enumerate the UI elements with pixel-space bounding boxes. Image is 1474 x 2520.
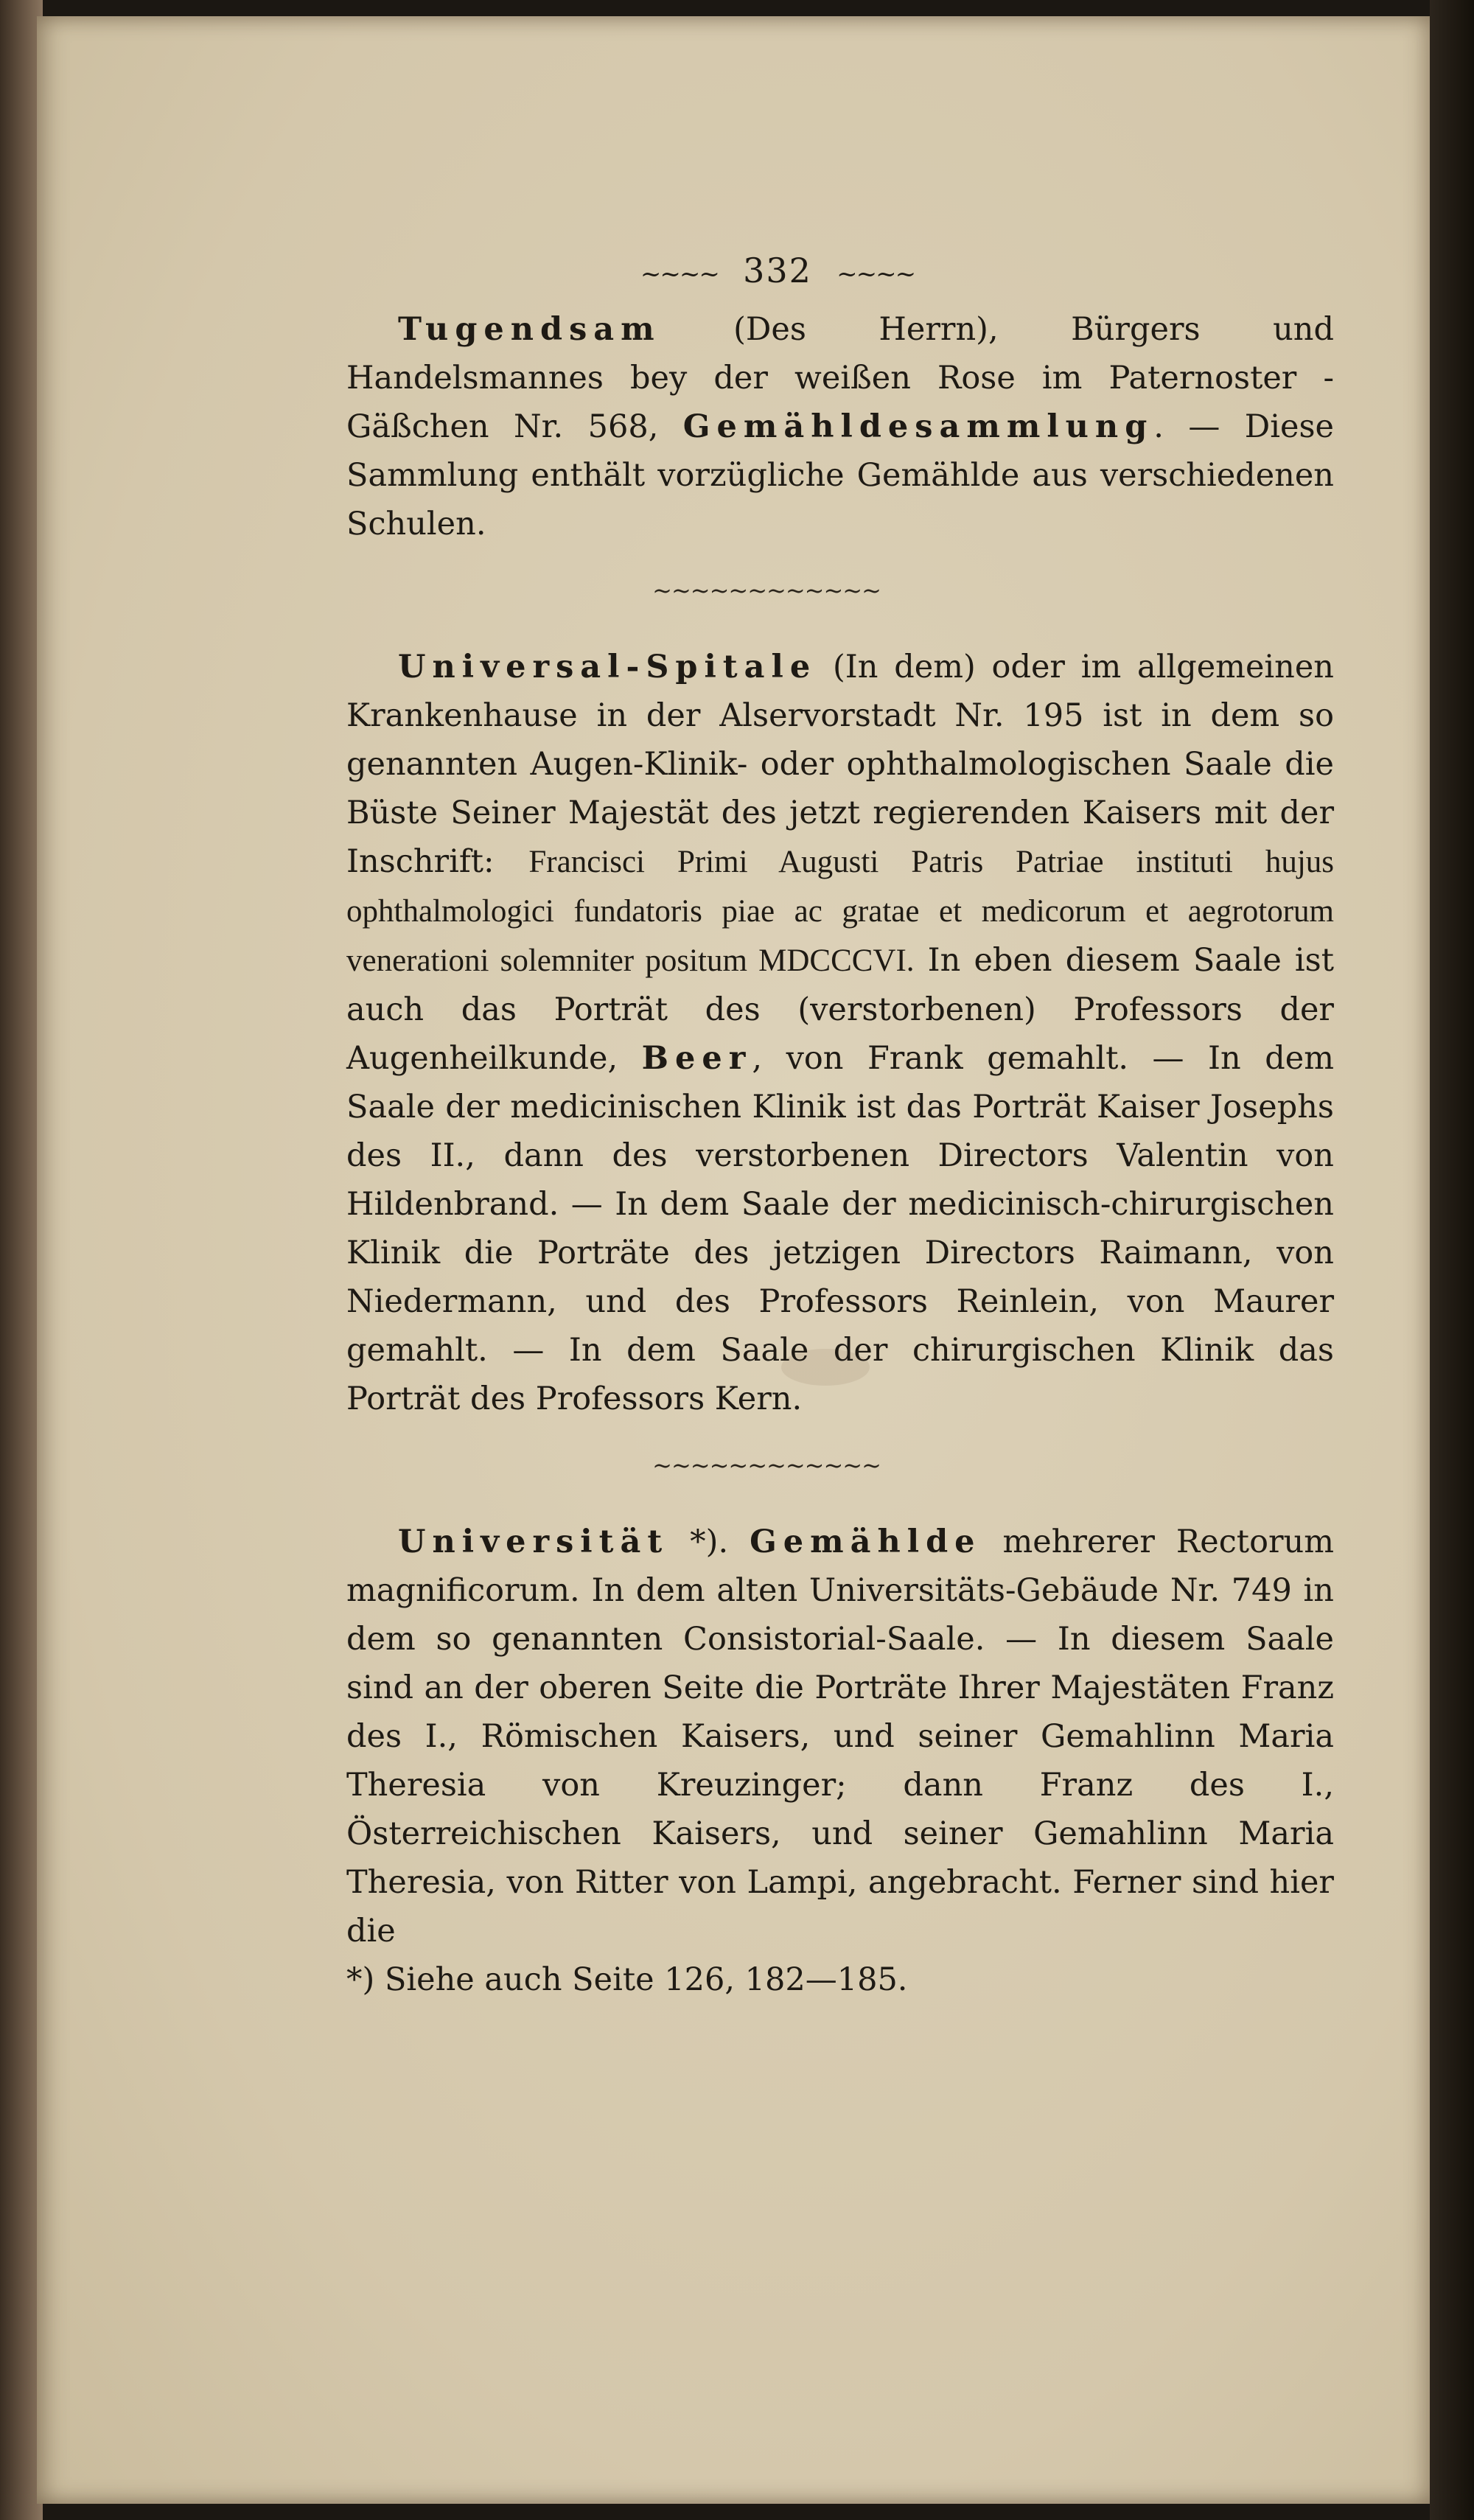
page-body xyxy=(346,251,1334,1955)
page-edge-shadow xyxy=(1430,0,1474,2520)
footnote: *) Siehe auch Seite 126, 182—185. xyxy=(346,1961,908,1998)
entry-text: mehrerer Rectorum magnificorum. In dem alten Universitäts-Gebäude Nr. 749 in dem so genannten Consistorial-Saale. — In diesem Saale sind an der oberen Seite die Porträte Ihrer Majestäten Franz des I., Römischen Kaisers, und seiner Gemahlinn Maria Theresia von Kreuzinger; dann Franz des I., Österreichischen Kaisers, und seiner Gemahlinn Maria Theresia, von Ritter von Lampi, angebracht. Ferner sind hier die xyxy=(346,1523,1334,1950)
entry-emphasis: Gemähldesammlung xyxy=(682,408,1154,445)
entry-emphasis: Gemählde xyxy=(750,1523,982,1560)
entry-tugendsam xyxy=(346,305,1334,548)
entry-text-after: . — Diese Sammlung enthält vorzügliche Gemählde aus verschiedenen Schulen. xyxy=(346,408,1334,542)
entry-heading: Universität xyxy=(398,1523,669,1560)
entry-universitaet xyxy=(346,1518,1334,1955)
entry-text-after: In eben diesem Saale ist auch das Porträt des (verstorbenen) Professors der Augenheilkunde, xyxy=(346,942,1334,1077)
header-ornament-right: ~~~~ xyxy=(836,259,915,289)
page-number: 332 xyxy=(743,251,812,290)
latin-inscription: Francisci Primi Augusti Patris Patriae instituti hujus ophthalmologici fundatoris piae ac gratae et medicorum et aegrotorum venerationi solemniter positum MDCCCVI. xyxy=(346,845,1334,978)
entry-text: (Des Herrn), Bürgers und Handelsmannes bey der weißen Rose im Paternoster - Gäßchen Nr. 568, xyxy=(346,311,1334,445)
entry-heading: Universal-Spitale xyxy=(398,649,817,685)
header-ornament-left: ~~~~ xyxy=(640,259,719,289)
footnote-marker: *). xyxy=(668,1523,750,1560)
entry-text: (In dem) oder im allgemeinen Krankenhause in der Alservorstadt Nr. 195 ist in dem so genannten Augen-Klinik- oder ophthalmologischen Saale die Büste Seiner Majestät des jetzt regierenden Kaisers mit der Inschrift: xyxy=(346,649,1334,880)
section-separator: ~~~~~~~~~~~~ xyxy=(652,576,881,604)
section-separator: ~~~~~~~~~~~~ xyxy=(652,1451,881,1479)
entry-heading: Tugendsam xyxy=(398,311,661,348)
entry-universal-spitale xyxy=(346,643,1334,1423)
entry-text-after-2: , von Frank gemahlt. — In dem Saale der medicinischen Klinik ist das Porträt Kaiser Josephs des II., dann des verstorbenen Directors Valentin von Hildenbrand. — In dem Saale der medicinisch-chirurgischen Klinik die Porträte des jetzigen Directors Raimann, von Niedermann, und des Professors Reinlein, von Maurer gemahlt. — In dem Saale der chirurgischen Klinik das Porträt des Professors Kern. xyxy=(346,1040,1334,1417)
entry-emphasis: Beer xyxy=(641,1040,752,1077)
page-header xyxy=(221,251,1334,290)
